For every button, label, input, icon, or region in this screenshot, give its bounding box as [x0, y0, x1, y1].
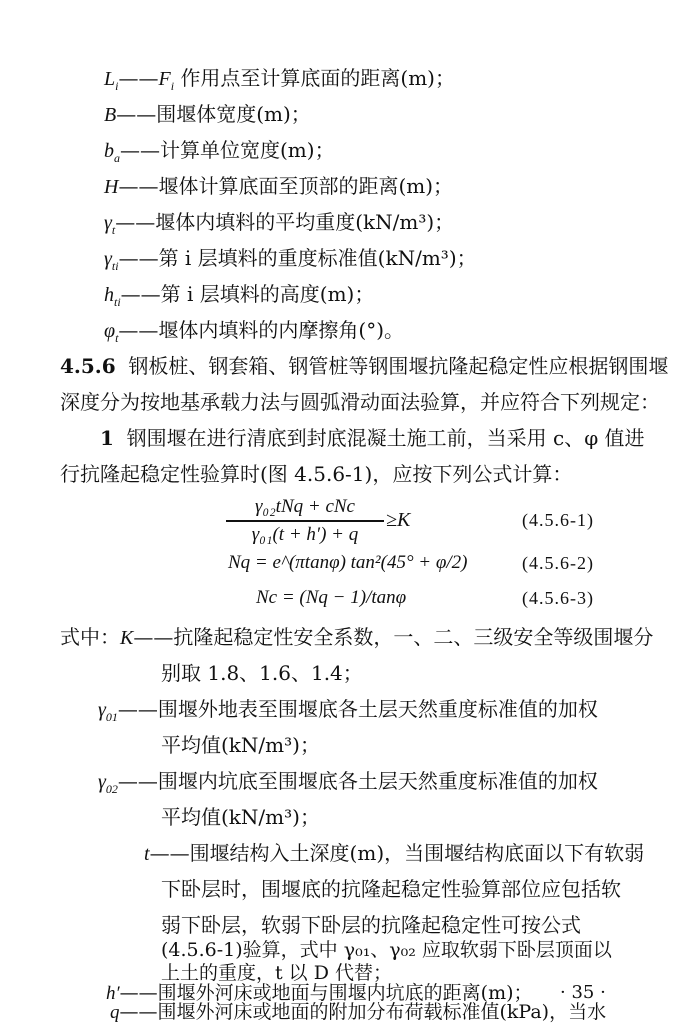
- definition-H: H——堰体计算底面至顶部的距离(m)；: [104, 174, 454, 198]
- formula-2: Nq = e^(πtanφ) tan²(45° + φ/2): [228, 552, 468, 573]
- definition-gamma01-line1: $\gamma_{01}——$围堰外地表至围堰底各土层天然重度标准值的加权: [98, 697, 598, 724]
- formula-1-numerator: γ₀₂tNq + cNc: [254, 496, 355, 517]
- definition-q: q——围堰外河床或地面的附加分布荷载标准值(kPa)，当水: [110, 1001, 607, 1023]
- formula-2-number: (4.5.6-2): [522, 553, 594, 573]
- definition-h-prime: h′——围堰外河床或地面与围堰内坑底的距离(m)；: [106, 982, 533, 1004]
- definition-t-line2: 下卧层时，围堰底的抗隆起稳定性验算部位应包括软: [161, 877, 621, 901]
- definition-t-line5: 上土的重度，t 以 D 代替；: [161, 962, 392, 984]
- definition-gamma01-line2: 平均值(kN/m³)；: [161, 733, 320, 757]
- definition-gamma-t: $\gamma_t——$堰体内填料的平均重度(kN/m³)；: [104, 210, 455, 237]
- definition-gamma02-line1: $\gamma_{02}——$围堰内坑底至围堰底各土层天然重度标准值的加权: [98, 769, 598, 796]
- formula-3: Nc = (Nq − 1)/tanφ: [256, 587, 407, 608]
- definition-phi-t: $\varphi_t——$堰体内填料的内摩擦角(°)。: [104, 318, 405, 345]
- formula-1-rhs: ≥K: [386, 509, 411, 531]
- item-1-line1: 1 钢围堰在进行清底到封底混凝土施工前，当采用 c、φ 值进: [100, 426, 645, 450]
- formula-1-denominator: γ₀₁(t + h′) + q: [251, 523, 359, 545]
- section-4-5-6-line2: 深度分为按地基承载力法与圆弧滑动面法验算，并应符合下列规定：: [60, 390, 660, 414]
- item-1-line2: 行抗隆起稳定性验算时(图 4.5.6-1)，应按下列公式计算：: [60, 462, 573, 486]
- formula-1-number: (4.5.6-1): [522, 510, 594, 530]
- definition-t-line4: (4.5.6-1)验算，式中 γ₀₁、γ₀₂ 应取软弱下卧层顶面以: [161, 939, 612, 961]
- page-number: · 35 ·: [560, 982, 606, 1003]
- section-4-5-6-line1: 4.5.6 钢板桩、钢套箱、钢管桩等钢围堰抗隆起稳定性应根据钢围堰: [60, 354, 669, 378]
- definition-t-line3: 弱下卧层，软弱下卧层的抗隆起稳定性可按公式: [161, 913, 581, 937]
- definition-gamma-ti: $\gamma_{ti}——$第 i 层填料的重度标准值(kN/m³)；: [104, 246, 477, 273]
- definition-ba: $b_a——$计算单位宽度(m)；: [104, 138, 335, 165]
- definition-K-line2: 别取 1.8、1.6、1.4；: [161, 661, 363, 685]
- section-number: 4.5.6: [60, 354, 116, 378]
- formula-1-fraction: [226, 494, 384, 548]
- definition-gamma02-line2: 平均值(kN/m³)；: [161, 805, 320, 829]
- formula-3-number: (4.5.6-3): [522, 588, 594, 608]
- definition-t-line1: t——围堰结构入土深度(m)，当围堰结构底面以下有软弱: [144, 841, 645, 865]
- definition-Li: $L_i——F_i$ 作用点至计算底面的距离(m)；: [104, 66, 455, 93]
- definition-h-ti: $h_{ti}——$第 i 层填料的高度(m)；: [104, 282, 375, 309]
- definition-B: B——围堰体宽度(m)；: [104, 102, 311, 126]
- item-number: 1: [100, 426, 114, 450]
- definition-K-line1: 式中：K——抗隆起稳定性安全系数，一、二、三级安全等级围堰分: [60, 625, 654, 649]
